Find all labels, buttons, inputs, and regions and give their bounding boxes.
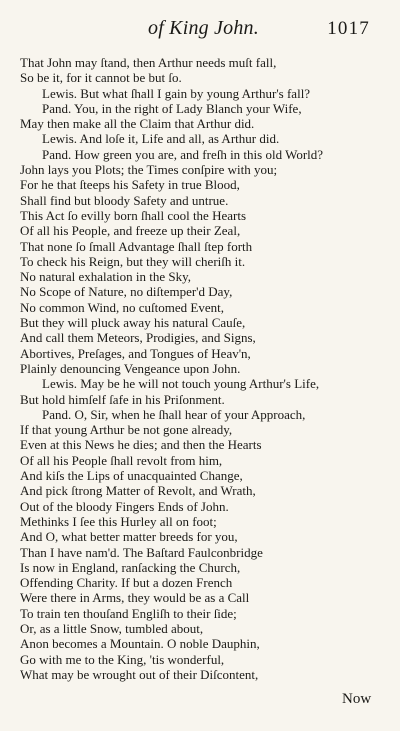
- text-line: What may be wrought out of their Diſcontent,: [20, 666, 259, 682]
- page-number: 1017: [327, 18, 370, 39]
- text-line: Of all his People, and freeze up their Zeal,: [20, 223, 241, 239]
- text-line: Lewis. May be he will not touch young Arthur's Life,: [42, 376, 320, 392]
- text-line: That John may ſtand, then Arthur needs muſt fall,: [20, 55, 277, 70]
- text-line: And call them Meteors, Prodigies, and Signs,: [20, 330, 256, 346]
- text-line: Out of the bloody Fingers Ends of John.: [20, 498, 229, 514]
- running-head: [0, 17, 400, 41]
- text-line: Lewis. And loſe it, Life and all, as Arthur did.: [42, 131, 280, 147]
- text-line: Abortives, Preſages, and Tongues of Heav'n,: [20, 345, 251, 361]
- text-line: But hold himſelf ſafe in his Priſonment.: [20, 391, 225, 407]
- text-line: Or, as a little Snow, tumbled about,: [20, 620, 204, 636]
- text-line: And pick ſtrong Matter of Revolt, and Wrath,: [20, 483, 256, 499]
- text-line: Even at this News he dies; and then the Hearts: [20, 437, 262, 453]
- text-line: John lays you Plots; the Times conſpire with you;: [20, 162, 278, 178]
- text-line: Is now in England, ranſacking the Church,: [20, 559, 241, 575]
- text-line: Anon becomes a Mountain. O noble Dauphin,: [20, 636, 260, 652]
- text-line: Plainly denouncing Vengeance upon John.: [20, 360, 241, 376]
- text-line: And kiſs the Lips of unacquainted Change,: [20, 468, 243, 484]
- text-line: But they will pluck away his natural Cauſe,: [20, 315, 246, 331]
- play-text: [20, 55, 385, 682]
- text-line: Pand. How green you are, and freſh in this old World?: [42, 146, 324, 162]
- text-line: No Scope of Nature, no diſtemper'd Day,: [20, 284, 233, 300]
- text-line: To check his Reign, but they will cheriſh it.: [20, 253, 246, 269]
- text-line: And O, what better matter breeds for you,: [20, 529, 238, 545]
- text-line: This Act ſo evilly born ſhall cool the Hearts: [20, 207, 247, 223]
- text-line: For he that ſteeps his Safety in true Blood,: [20, 177, 240, 193]
- text-line: Of all his People ſhall revolt from him,: [20, 452, 223, 468]
- text-line: Lewis. But what ſhall I gain by young Arthur's fall?: [42, 85, 311, 101]
- text-line: Were there in Arms, they would be as a Call: [20, 590, 250, 606]
- text-line: Go with me to the King, 'tis wonderful,: [20, 651, 225, 667]
- text-line: Pand. You, in the right of Lady Blanch your Wife,: [42, 100, 302, 116]
- text-line: No natural exhalation in the Sky,: [20, 269, 192, 285]
- text-line: Pand. O, Sir, when he ſhall hear of your Approach,: [42, 406, 306, 422]
- text-line: No common Wind, no cuſtomed Event,: [20, 299, 224, 315]
- text-line: Methinks I ſee this Hurley all on foot;: [20, 513, 217, 529]
- running-title: of King John.: [148, 17, 259, 39]
- text-line: That none ſo ſmall Advantage ſhall ſtep forth: [20, 238, 253, 254]
- text-line: Than I have nam'd. The Baſtard Faulconbridge: [20, 544, 263, 560]
- text-line: So be it, for it cannot be but ſo.: [20, 70, 182, 86]
- text-line: To train ten thouſand Engliſh to their ſide;: [20, 605, 237, 621]
- catchword: Now: [342, 691, 372, 707]
- text-line: Offending Charity. If but a dozen French: [20, 575, 233, 591]
- text-line: If that young Arthur be not gone already,: [20, 422, 233, 438]
- text-line: May then make all the Claim that Arthur did.: [20, 116, 255, 132]
- text-line: Shall find but bloody Safety and untrue.: [20, 192, 229, 208]
